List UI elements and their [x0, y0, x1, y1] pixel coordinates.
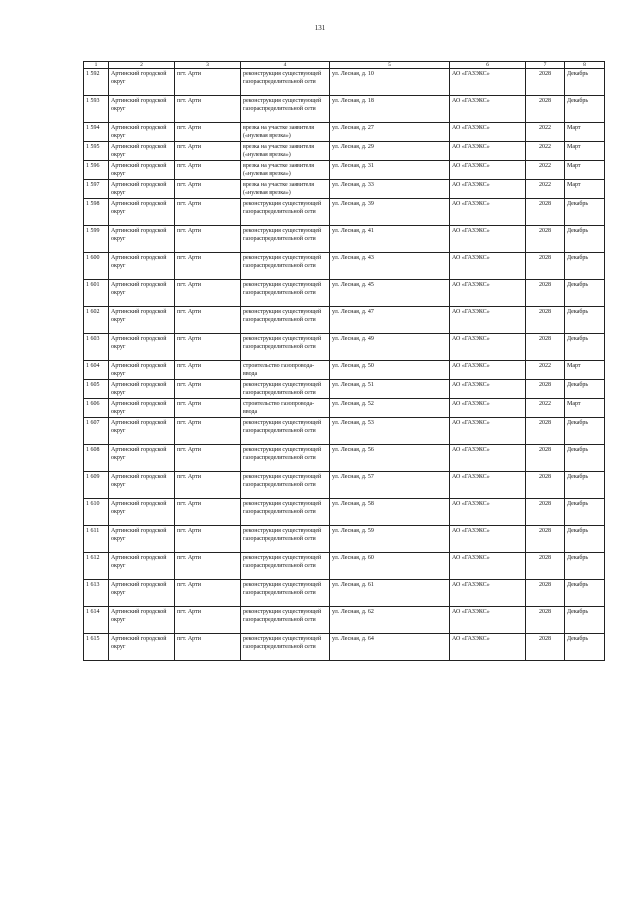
cell-municipality: Артинский городской округ	[109, 634, 175, 661]
column-header: 5	[330, 62, 450, 69]
cell-work: реконструкция существующей газораспределительной сети	[241, 418, 330, 445]
cell-municipality: Артинский городской округ	[109, 96, 175, 123]
cell-address: ул. Лесная, д. 43	[330, 253, 450, 280]
table-row	[84, 399, 605, 418]
cell-municipality: Артинский городской округ	[109, 361, 175, 380]
cell-num: 1 598	[84, 199, 109, 226]
table-row	[84, 142, 605, 161]
cell-address: ул. Лесная, д. 49	[330, 334, 450, 361]
cell-work: строительство газопровода-ввода	[241, 361, 330, 380]
cell-year: 2022	[526, 161, 565, 180]
cell-municipality: Артинский городской округ	[109, 226, 175, 253]
table-row	[84, 180, 605, 199]
table-row	[84, 96, 605, 123]
column-header: 7	[526, 62, 565, 69]
cell-work: реконструкция существующей газораспределительной сети	[241, 280, 330, 307]
cell-address: ул. Лесная, д. 27	[330, 123, 450, 142]
cell-org: АО «ГАЗЭКС»	[450, 499, 526, 526]
cell-org: АО «ГАЗЭКС»	[450, 526, 526, 553]
cell-org: АО «ГАЗЭКС»	[450, 161, 526, 180]
cell-month: Декабрь	[565, 307, 605, 334]
cell-work: реконструкция существующей газораспределительной сети	[241, 69, 330, 96]
cell-address: ул. Лесная, д. 61	[330, 580, 450, 607]
cell-address: ул. Лесная, д. 59	[330, 526, 450, 553]
cell-settlement: пгт. Арти	[175, 334, 241, 361]
cell-num: 1 601	[84, 280, 109, 307]
cell-num: 1 611	[84, 526, 109, 553]
cell-org: АО «ГАЗЭКС»	[450, 380, 526, 399]
cell-address: ул. Лесная, д. 62	[330, 607, 450, 634]
cell-settlement: пгт. Арти	[175, 445, 241, 472]
cell-work: реконструкция существующей газораспределительной сети	[241, 96, 330, 123]
cell-year: 2028	[526, 199, 565, 226]
cell-org: АО «ГАЗЭКС»	[450, 96, 526, 123]
cell-year: 2022	[526, 180, 565, 199]
cell-month: Декабрь	[565, 418, 605, 445]
table-row	[84, 280, 605, 307]
cell-month: Март	[565, 142, 605, 161]
cell-num: 1 600	[84, 253, 109, 280]
cell-municipality: Артинский городской округ	[109, 472, 175, 499]
cell-month: Март	[565, 123, 605, 142]
cell-settlement: пгт. Арти	[175, 226, 241, 253]
cell-month: Март	[565, 361, 605, 380]
page-number: 131	[314, 24, 326, 32]
cell-num: 1 608	[84, 445, 109, 472]
cell-settlement: пгт. Арти	[175, 307, 241, 334]
cell-work: реконструкция существующей газораспределительной сети	[241, 226, 330, 253]
cell-year: 2028	[526, 334, 565, 361]
cell-work: реконструкция существующей газораспределительной сети	[241, 253, 330, 280]
cell-settlement: пгт. Арти	[175, 253, 241, 280]
cell-work: реконструкция существующей газораспределительной сети	[241, 607, 330, 634]
cell-month: Декабрь	[565, 253, 605, 280]
cell-org: АО «ГАЗЭКС»	[450, 123, 526, 142]
cell-work: реконструкция существующей газораспределительной сети	[241, 472, 330, 499]
cell-work: строительство газопровода-ввода	[241, 399, 330, 418]
table-row	[84, 553, 605, 580]
cell-year: 2028	[526, 634, 565, 661]
cell-month: Март	[565, 399, 605, 418]
table-row	[84, 334, 605, 361]
column-header: 1	[84, 62, 109, 69]
cell-work: реконструкция существующей газораспределительной сети	[241, 307, 330, 334]
table-row	[84, 634, 605, 661]
cell-num: 1 604	[84, 361, 109, 380]
table-header	[84, 62, 605, 69]
cell-work: врезка на участке заявителя («нулевая врезка»)	[241, 161, 330, 180]
cell-month: Декабрь	[565, 580, 605, 607]
cell-num: 1 594	[84, 123, 109, 142]
cell-year: 2028	[526, 445, 565, 472]
cell-year: 2028	[526, 472, 565, 499]
cell-year: 2028	[526, 280, 565, 307]
cell-settlement: пгт. Арти	[175, 526, 241, 553]
cell-num: 1 596	[84, 161, 109, 180]
cell-month: Декабрь	[565, 199, 605, 226]
cell-address: ул. Лесная, д. 52	[330, 399, 450, 418]
cell-month: Декабрь	[565, 634, 605, 661]
cell-year: 2028	[526, 69, 565, 96]
cell-settlement: пгт. Арти	[175, 361, 241, 380]
cell-settlement: пгт. Арти	[175, 123, 241, 142]
cell-num: 1 612	[84, 553, 109, 580]
cell-num: 1 603	[84, 334, 109, 361]
cell-year: 2028	[526, 226, 565, 253]
cell-municipality: Артинский городской округ	[109, 607, 175, 634]
cell-municipality: Артинский городской округ	[109, 180, 175, 199]
cell-address: ул. Лесная, д. 53	[330, 418, 450, 445]
cell-year: 2028	[526, 307, 565, 334]
cell-year: 2028	[526, 580, 565, 607]
cell-num: 1 607	[84, 418, 109, 445]
cell-org: АО «ГАЗЭКС»	[450, 580, 526, 607]
cell-address: ул. Лесная, д. 58	[330, 499, 450, 526]
cell-settlement: пгт. Арти	[175, 280, 241, 307]
cell-work: реконструкция существующей газораспределительной сети	[241, 634, 330, 661]
cell-municipality: Артинский городской округ	[109, 418, 175, 445]
cell-num: 1 592	[84, 69, 109, 96]
cell-municipality: Артинский городской округ	[109, 253, 175, 280]
table-row	[84, 499, 605, 526]
table-row	[84, 123, 605, 142]
cell-settlement: пгт. Арти	[175, 472, 241, 499]
cell-org: АО «ГАЗЭКС»	[450, 334, 526, 361]
column-header: 3	[175, 62, 241, 69]
cell-org: АО «ГАЗЭКС»	[450, 399, 526, 418]
cell-municipality: Артинский городской округ	[109, 161, 175, 180]
cell-settlement: пгт. Арти	[175, 399, 241, 418]
cell-org: АО «ГАЗЭКС»	[450, 361, 526, 380]
table-row	[84, 226, 605, 253]
cell-num: 1 597	[84, 180, 109, 199]
cell-month: Март	[565, 180, 605, 199]
cell-org: АО «ГАЗЭКС»	[450, 253, 526, 280]
cell-org: АО «ГАЗЭКС»	[450, 445, 526, 472]
cell-num: 1 613	[84, 580, 109, 607]
table-row	[84, 253, 605, 280]
cell-municipality: Артинский городской округ	[109, 123, 175, 142]
cell-year: 2028	[526, 607, 565, 634]
cell-num: 1 606	[84, 399, 109, 418]
cell-year: 2028	[526, 526, 565, 553]
cell-year: 2028	[526, 499, 565, 526]
table-row	[84, 472, 605, 499]
cell-month: Декабрь	[565, 526, 605, 553]
cell-settlement: пгт. Арти	[175, 380, 241, 399]
table-row	[84, 161, 605, 180]
cell-settlement: пгт. Арти	[175, 180, 241, 199]
cell-org: АО «ГАЗЭКС»	[450, 553, 526, 580]
cell-address: ул. Лесная, д. 57	[330, 472, 450, 499]
cell-year: 2022	[526, 123, 565, 142]
column-header: 8	[565, 62, 605, 69]
cell-address: ул. Лесная, д. 64	[330, 634, 450, 661]
cell-work: врезка на участке заявителя («нулевая врезка»)	[241, 123, 330, 142]
cell-address: ул. Лесная, д. 50	[330, 361, 450, 380]
cell-month: Декабрь	[565, 607, 605, 634]
cell-num: 1 610	[84, 499, 109, 526]
table-row	[84, 361, 605, 380]
cell-address: ул. Лесная, д. 18	[330, 96, 450, 123]
cell-address: ул. Лесная, д. 39	[330, 199, 450, 226]
column-header: 6	[450, 62, 526, 69]
cell-num: 1 593	[84, 96, 109, 123]
cell-address: ул. Лесная, д. 31	[330, 161, 450, 180]
cell-month: Декабрь	[565, 380, 605, 399]
cell-org: АО «ГАЗЭКС»	[450, 226, 526, 253]
column-header: 4	[241, 62, 330, 69]
works-table	[83, 61, 605, 661]
table-row	[84, 69, 605, 96]
cell-settlement: пгт. Арти	[175, 580, 241, 607]
cell-month: Декабрь	[565, 96, 605, 123]
cell-org: АО «ГАЗЭКС»	[450, 199, 526, 226]
cell-address: ул. Лесная, д. 45	[330, 280, 450, 307]
table-row	[84, 380, 605, 399]
cell-municipality: Артинский городской округ	[109, 399, 175, 418]
cell-address: ул. Лесная, д. 41	[330, 226, 450, 253]
cell-municipality: Артинский городской округ	[109, 69, 175, 96]
cell-org: АО «ГАЗЭКС»	[450, 307, 526, 334]
cell-org: АО «ГАЗЭКС»	[450, 607, 526, 634]
cell-municipality: Артинский городской округ	[109, 380, 175, 399]
cell-address: ул. Лесная, д. 60	[330, 553, 450, 580]
cell-work: реконструкция существующей газораспределительной сети	[241, 199, 330, 226]
cell-year: 2028	[526, 553, 565, 580]
cell-org: АО «ГАЗЭКС»	[450, 634, 526, 661]
cell-month: Декабрь	[565, 69, 605, 96]
cell-settlement: пгт. Арти	[175, 199, 241, 226]
cell-year: 2022	[526, 399, 565, 418]
cell-num: 1 599	[84, 226, 109, 253]
cell-year: 2028	[526, 418, 565, 445]
cell-year: 2022	[526, 361, 565, 380]
cell-month: Декабрь	[565, 499, 605, 526]
cell-num: 1 595	[84, 142, 109, 161]
cell-work: врезка на участке заявителя («нулевая врезка»)	[241, 180, 330, 199]
cell-address: ул. Лесная, д. 33	[330, 180, 450, 199]
cell-work: реконструкция существующей газораспределительной сети	[241, 580, 330, 607]
cell-year: 2028	[526, 96, 565, 123]
cell-year: 2028	[526, 253, 565, 280]
column-header: 2	[109, 62, 175, 69]
cell-month: Декабрь	[565, 472, 605, 499]
cell-settlement: пгт. Арти	[175, 634, 241, 661]
cell-org: АО «ГАЗЭКС»	[450, 180, 526, 199]
table-row	[84, 418, 605, 445]
cell-settlement: пгт. Арти	[175, 607, 241, 634]
cell-address: ул. Лесная, д. 51	[330, 380, 450, 399]
cell-work: реконструкция существующей газораспределительной сети	[241, 553, 330, 580]
cell-settlement: пгт. Арти	[175, 69, 241, 96]
cell-num: 1 609	[84, 472, 109, 499]
cell-municipality: Артинский городской округ	[109, 142, 175, 161]
cell-municipality: Артинский городской округ	[109, 307, 175, 334]
cell-org: АО «ГАЗЭКС»	[450, 142, 526, 161]
table-row	[84, 199, 605, 226]
cell-work: реконструкция существующей газораспределительной сети	[241, 526, 330, 553]
cell-month: Декабрь	[565, 445, 605, 472]
cell-municipality: Артинский городской округ	[109, 580, 175, 607]
cell-num: 1 602	[84, 307, 109, 334]
cell-settlement: пгт. Арти	[175, 499, 241, 526]
cell-month: Декабрь	[565, 226, 605, 253]
cell-address: ул. Лесная, д. 29	[330, 142, 450, 161]
table-row	[84, 607, 605, 634]
table-row	[84, 445, 605, 472]
cell-settlement: пгт. Арти	[175, 418, 241, 445]
cell-municipality: Артинский городской округ	[109, 499, 175, 526]
cell-municipality: Артинский городской округ	[109, 334, 175, 361]
cell-org: АО «ГАЗЭКС»	[450, 69, 526, 96]
cell-work: реконструкция существующей газораспределительной сети	[241, 380, 330, 399]
cell-month: Март	[565, 161, 605, 180]
cell-num: 1 615	[84, 634, 109, 661]
cell-municipality: Артинский городской округ	[109, 553, 175, 580]
table-row	[84, 526, 605, 553]
cell-year: 2022	[526, 142, 565, 161]
cell-work: реконструкция существующей газораспределительной сети	[241, 445, 330, 472]
cell-num: 1 614	[84, 607, 109, 634]
cell-settlement: пгт. Арти	[175, 96, 241, 123]
cell-address: ул. Лесная, д. 56	[330, 445, 450, 472]
column-number-row	[84, 62, 605, 69]
cell-work: реконструкция существующей газораспределительной сети	[241, 499, 330, 526]
cell-month: Декабрь	[565, 334, 605, 361]
cell-month: Декабрь	[565, 280, 605, 307]
cell-org: АО «ГАЗЭКС»	[450, 418, 526, 445]
cell-address: ул. Лесная, д. 10	[330, 69, 450, 96]
cell-work: врезка на участке заявителя («нулевая врезка»)	[241, 142, 330, 161]
cell-org: АО «ГАЗЭКС»	[450, 280, 526, 307]
cell-municipality: Артинский городской округ	[109, 445, 175, 472]
cell-municipality: Артинский городской округ	[109, 199, 175, 226]
cell-num: 1 605	[84, 380, 109, 399]
cell-municipality: Артинский городской округ	[109, 526, 175, 553]
cell-municipality: Артинский городской округ	[109, 280, 175, 307]
cell-org: АО «ГАЗЭКС»	[450, 472, 526, 499]
cell-year: 2028	[526, 380, 565, 399]
table-row	[84, 307, 605, 334]
cell-month: Декабрь	[565, 553, 605, 580]
table-row	[84, 580, 605, 607]
cell-work: реконструкция существующей газораспределительной сети	[241, 334, 330, 361]
cell-settlement: пгт. Арти	[175, 142, 241, 161]
cell-settlement: пгт. Арти	[175, 553, 241, 580]
cell-settlement: пгт. Арти	[175, 161, 241, 180]
table-body	[84, 69, 605, 661]
cell-address: ул. Лесная, д. 47	[330, 307, 450, 334]
